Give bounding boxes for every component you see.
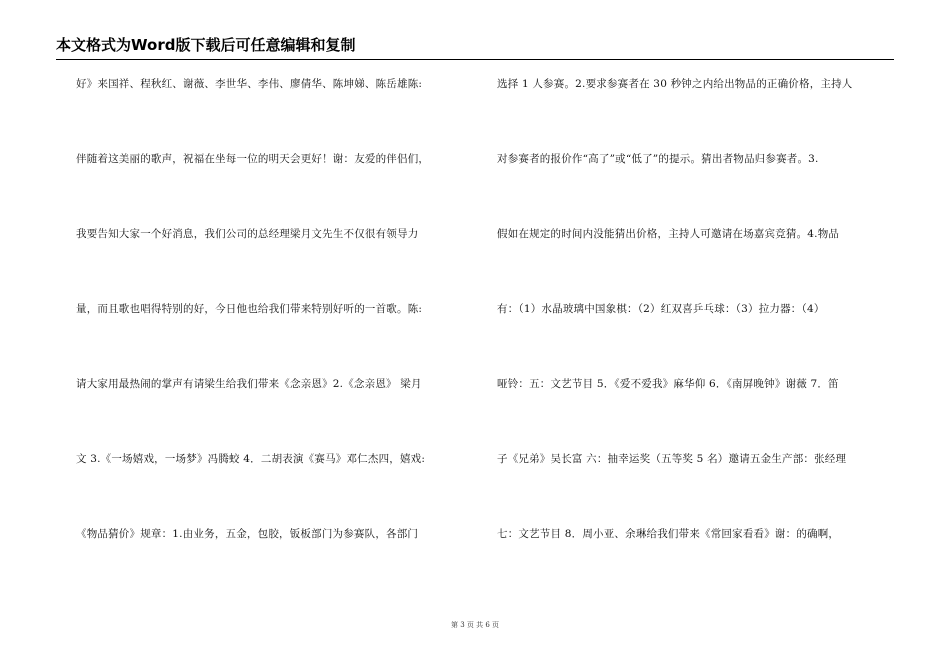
text-line: 哑铃：五：文艺节目 5．《爱不爱我》麻华仰 6．《南屏晚钟》谢薇 7．笛 (497, 378, 839, 390)
text-line: 好》来国祥、程秋红、谢薇、李世华、李伟、廖倩华、陈坤娣、陈岳雄陈: (76, 78, 423, 90)
text-line: 量，而且歌也唱得特别的好，今日他也给我们带来特别好听的一首歌。陈: (76, 303, 423, 315)
text-line: 有：（1）水晶玻璃中国象棋：（2）红双喜乒乓球：（3）拉力器：（4） (497, 303, 825, 315)
page-number-footer: 第 3 页 共 6 页 (450, 621, 500, 629)
text-line: 选择 1 人参赛。2.要求参赛者在 30 秒钟之内给出物品的正确价格，主持人 (497, 78, 853, 90)
text-line: 假如在规定的时间内没能猜出价格，主持人可邀请在场嘉宾竞猜。4.物品 (497, 228, 840, 240)
text-line: 子《兄弟》吴长富 六：抽幸运奖（五等奖 5 名）邀请五金生产部：张经理 (497, 453, 847, 465)
text-line: 七：文艺节目 8．周小亚、余琳给我们带来《常回家看看》谢：的确啊， (497, 528, 840, 540)
text-line: 伴随着这美丽的歌声，祝福在坐每一位的明天会更好！谢：友爱的伴侣们， (76, 153, 430, 165)
right-text-column (497, 76, 889, 601)
left-text-column (76, 76, 468, 601)
text-line: 文 3.《一场嬉戏，一场梦》冯腾蛟 4．二胡表演《赛马》邓仁杰四，嬉戏: (76, 453, 426, 465)
document-header-title: 本文格式为Word版下载后可任意编辑和复制 (56, 36, 356, 54)
header-divider (56, 59, 894, 60)
text-line: 对参赛者的报价作“高了”或“低了”的提示。猜出者物品归参赛者。3. (497, 153, 819, 165)
text-line: 请大家用最热闹的掌声有请梁生给我们带来《念亲恩》2.《念亲恩》 梁月 (76, 378, 422, 390)
text-line: 《物品猜价》规章：1.由业务，五金，包胶，钣板部门为参赛队，各部门 (76, 528, 419, 540)
text-line: 我要告知大家一个好消息，我们公司的总经理梁月文先生不仅很有领导力 (76, 228, 419, 240)
